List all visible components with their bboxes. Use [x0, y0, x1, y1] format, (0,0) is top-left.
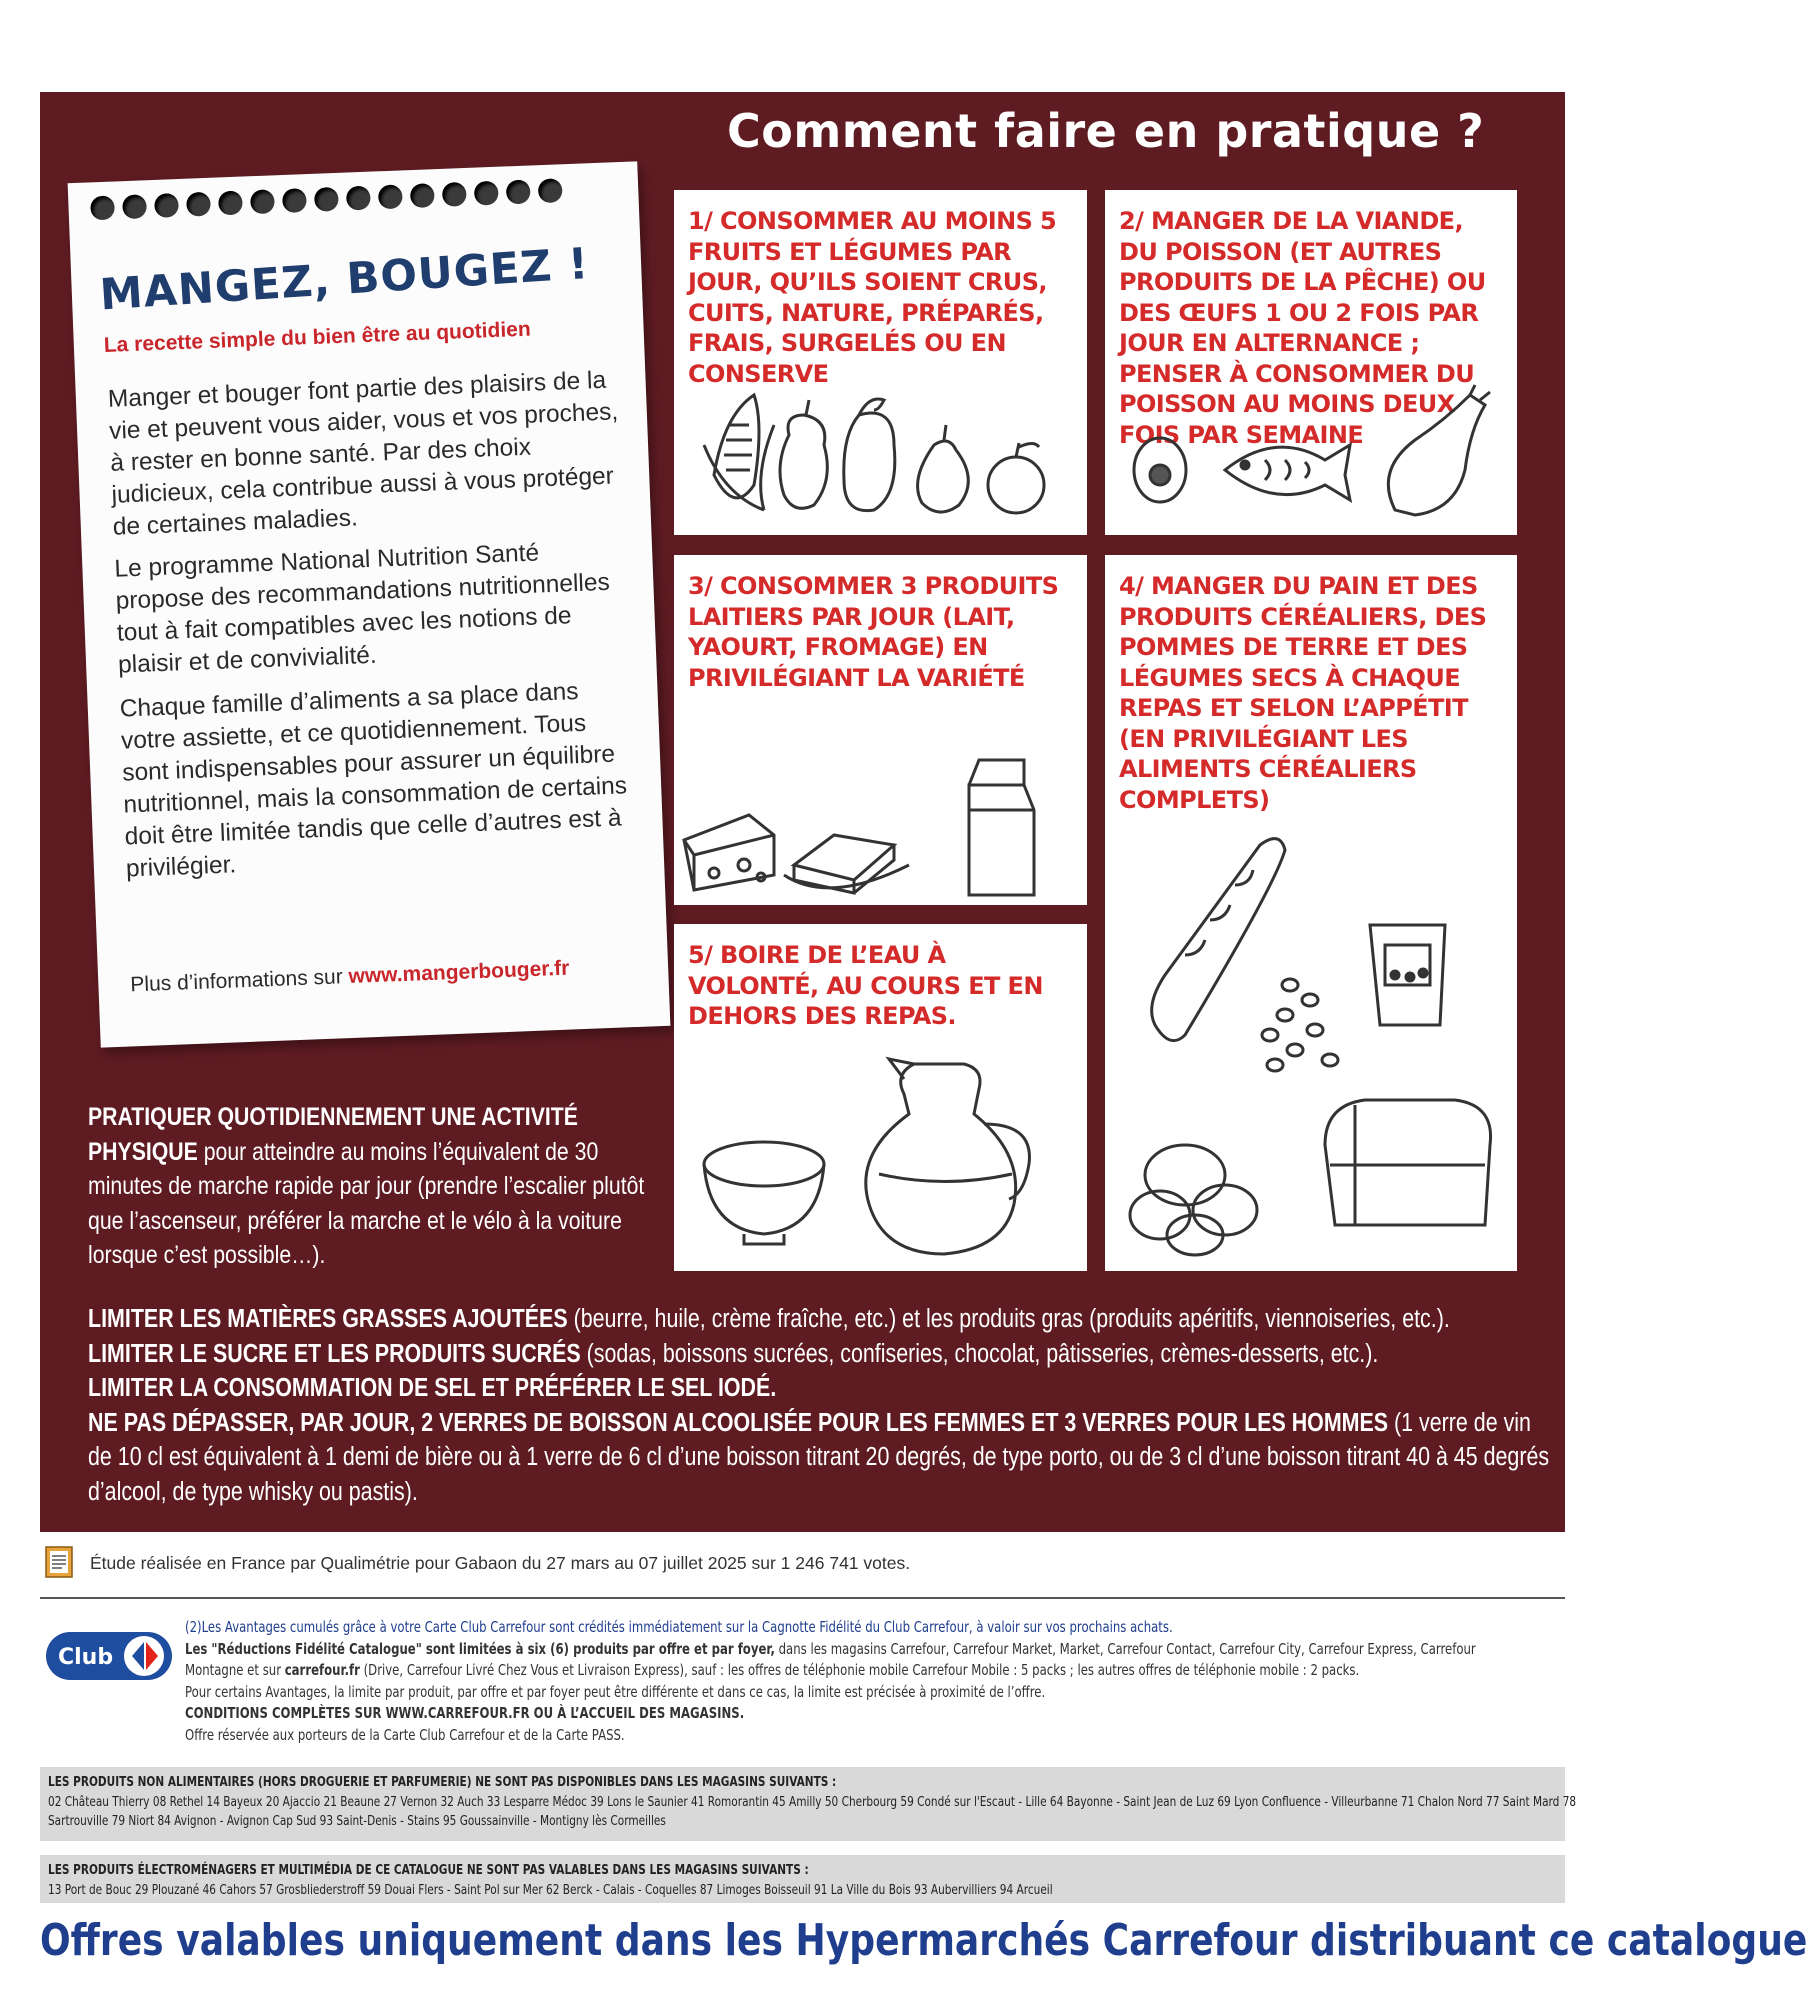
note-paragraph: Le programme National Nutrition Santé propose des recommandations nutritionnelles tout à fait compatibles avec les notions de plaisir et de convivialité. — [113, 539, 611, 679]
panel-headline: Comment faire en pratique ? — [727, 104, 1485, 158]
non-food-stores: 02 Château Thierry 08 Rethel 14 Bayeux 20 Ajaccio 21 Beaune 27 Vernon 32 Auch 33 Lesparre Médoc 39 Lons le Saunier 41 Romorantin 45 Amilly 50 Cherbourg 59 Condé sur l'Escaut - Lille 64 Bayonne - Saint Jean de Luz 69 Lyon Confluence - Villeurbanne 71 Chalon Nord 77 Saint Mard 78 Sartrouville 79 Niort 84 Avignon - Avignon Cap Sud 93 Saint-Denis - Stains 95 Goussainville - Montigny lès Cormeilles — [48, 1793, 1577, 1829]
bowl-pitcher-illustration — [694, 1054, 1074, 1264]
recommendation-box-5 — [674, 924, 1087, 1271]
survey-icon — [44, 1545, 76, 1579]
spiral-holes — [90, 178, 563, 220]
egg-fish-meat-illustration — [1125, 390, 1505, 525]
electro-stores: 13 Port de Bouc 29 Plouzané 46 Cahors 57 Grosbliederstroff 59 Douai Flers - Saint Pol sur Mer 62 Berck - Calais - Coquelles 87 Limoges Boisseuil 91 La Ville du Bois 93 Aubervilliers 94 Arcueil — [48, 1881, 1053, 1898]
dairy-illustration — [679, 725, 1079, 900]
physical-activity-text: PRATIQUER QUOTIDIENNEMENT UNE ACTIVITÉ PHYSIQUE pour atteindre au moins l’équivalent de 30 minutes de marche rapide par jour (prendre l’escalier plutôt que l’ascenseur, préférer la marche et le vélo à la voiture lorsque c’est possible…). — [88, 1103, 645, 1269]
carrefour-club-logo — [44, 1628, 174, 1684]
note-paragraph: Chaque famille d’aliments a sa place dans votre assiette, et ce quotidiennement. Tous sont indispensables pour assurer un équilibre nutritionnel, mais la consommation de certains doit être limitée tandis que celle d’autres est à privilégier. — [119, 678, 628, 883]
more-info: Plus d’informations sur www.mangerbouger.fr — [129, 956, 570, 997]
limit-item: LIMITER LE SUCRE ET LES PRODUITS SUCRÉS (sodas, boissons sucrées, confiseries, chocolat, pâtisseries, crèmes-desserts, etc.). — [88, 1339, 1379, 1368]
recommendation-box-1 — [674, 190, 1087, 535]
recommendation-text: 3/ CONSOMMER 3 PRODUITS LAITIERS PAR JOUR (LAIT, YAOURT, FROMAGE) EN PRIVILÉGIANT LA VARIÉTÉ — [688, 572, 1059, 692]
note-paragraph: Manger et bouger font partie des plaisirs de la vie et peuvent vous aider, vous et vos proches, à rester en bonne santé. Par des choix judicieux, cela contribue aussi à vous protéger de certaines maladies. — [107, 366, 619, 541]
club-logo-text: Club — [58, 1645, 114, 1670]
bread-potatoes-illustration — [1115, 825, 1510, 1265]
recommendation-text: 5/ BOIRE DE L’EAU À VOLONTÉ, AU COURS ET EN DEHORS DES REPAS. — [688, 941, 1043, 1030]
recommendation-box-4 — [1105, 555, 1517, 1271]
electro-title: LES PRODUITS ÉLECTROMÉNAGERS ET MULTIMÉDIA DE CE CATALOGUE NE SONT PAS VALABLES DANS LES MAGASINS SUIVANTS : — [48, 1862, 809, 1878]
limit-item: NE PAS DÉPASSER, PAR JOUR, 2 VERRES DE BOISSON ALCOOLISÉE POUR LES FEMMES ET 3 VERRES POUR LES HOMMES (1 verre de vin de 10 cl est équivalent à 1 demi de bière ou à 1 verre de 6 cl d’une boisson titrant 20 degrés, de type porto, ou de 3 cl d’une boisson titrant 40 à 45 degrés d’alcool, de type whisky ou pastis). — [88, 1408, 1550, 1506]
carrefour-link[interactable]: carrefour.fr — [284, 1661, 360, 1679]
recommendation-text: 1/ CONSOMMER AU MOINS 5 FRUITS ET LÉGUMES PAR JOUR, QU’ILS SOIENT CRUS, CUITS, NATURE, PRÉPARÉS, FRAIS, SURGELÉS OU EN CONSERVE — [688, 207, 1057, 388]
offers-footer: Offres valables uniquement dans les Hypermarchés Carrefour distribuant ce catalogue — [40, 1915, 1807, 1966]
study-note: Étude réalisée en France par Qualimétrie pour Gabaon du 27 mars au 07 juillet 2025 sur 1 246 741 votes. — [90, 1553, 911, 1573]
limit-item: LIMITER LA CONSOMMATION DE SEL ET PRÉFÉRER LE SEL IODÉ. — [88, 1374, 777, 1402]
recommendation-text: 2/ MANGER DE LA VIANDE, DU POISSON (ET AUTRES PRODUITS DE LA PÊCHE) OU DES ŒUFS 1 OU 2 FOIS PAR JOUR EN ALTERNANCE ; PENSER À CONSOMMER DU POISSON AU MOINS DEUX FOIS PAR SEMAINE — [1119, 207, 1486, 449]
non-food-stores-block — [40, 1767, 1577, 1841]
legal-notes: (2)Les Avantages cumulés grâce à votre Carte Club Carrefour sont crédités immédiatement sur la Cagnotte Fidélité du Club Carrefour, à valoir sur vos prochains achats. Les "Réductions Fidélité Catalogue" sont limitées à six (6) produits par offre et par foyer, dans les magasins Carrefour, Carrefour Market, Market, Carrefour Contact, Carrefour City, Carrefour Express, Carrefour Montagne et sur carrefour.fr (Drive, Carrefour Livré Chez Vous et Livraison Express), sauf : les offres de téléphonie mobile Carrefour Mobile : 5 packs ; les autres offres de téléphonie mobile : 2 packs. Pour certains Avantages, la limite par produit, par offre et par foyer peut être différente et dans ce cas, la limite est précisée à proximité de l’offre. CONDITIONS COMPLÈTES SUR WWW.CARREFOUR.FR OU À L’ACCUEIL DES MAGASINS. Offre réservée aux porteurs de la Carte Club Carrefour et de la Carte PASS. — [185, 1618, 1476, 1744]
fruits-vegetables-illustration — [694, 385, 1074, 525]
electro-stores-block — [40, 1855, 1565, 1903]
limit-item: LIMITER LES MATIÈRES GRASSES AJOUTÉES (beurre, huile, crème fraîche, etc.) et les produits gras (produits apéritifs, viennoiseries, etc.). — [88, 1305, 1450, 1333]
mangerbouger-link[interactable]: www.mangerbouger.fr — [348, 956, 570, 989]
recommendation-text: 4/ MANGER DU PAIN ET DES PRODUITS CÉRÉALIERS, DES POMMES DE TERRE ET DES LÉGUMES SECS À CHAQUE REPAS ET SELON L’APPÉTIT (EN PRIVILÉGIANT LES ALIMENTS CÉRÉALIERS COMPLETS) — [1119, 572, 1487, 814]
non-food-title: LES PRODUITS NON ALIMENTAIRES (HORS DROGUERIE ET PARFUMERIE) NE SONT PAS DISPONIBLES DANS LES MAGASINS SUIVANTS : — [48, 1774, 837, 1790]
note-card — [68, 161, 671, 1047]
note-subtitle: La recette simple du bien être au quotidien — [103, 317, 532, 357]
divider — [40, 1597, 1565, 1599]
note-title: MANGEZ, BOUGEZ ! — [98, 238, 591, 321]
limits-list — [88, 1302, 1550, 1509]
recommendation-box-2 — [1105, 190, 1517, 535]
recommendation-box-3 — [674, 555, 1087, 905]
